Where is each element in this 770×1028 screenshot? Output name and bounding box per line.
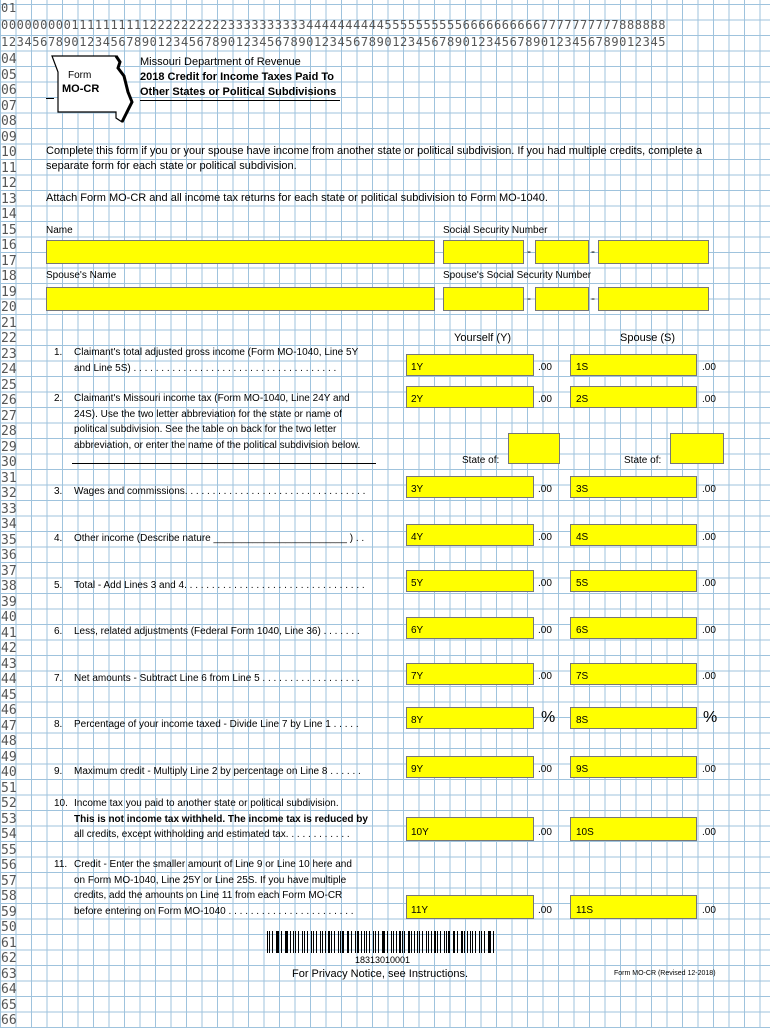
- line-description: This is not income tax withheld. The income tax is reduced by: [74, 813, 368, 825]
- row-number: 47: [1, 718, 17, 734]
- line-description: and Line 5S) . . . . . . . . . . . . . . . . . . . . . . . . . . . . . . . . . . . . .: [74, 362, 337, 374]
- line-number: 7.: [54, 673, 63, 684]
- row-number: 35: [1, 532, 17, 548]
- barcode-bar: [453, 931, 454, 953]
- title-line-2: Other States or Political Subdivisions: [140, 86, 337, 98]
- line-tag-spouse: 2S: [576, 394, 589, 405]
- row-number: 54: [1, 827, 17, 842]
- barcode-bar: [493, 931, 494, 953]
- barcode-bar: [276, 931, 277, 953]
- column-header-spouse: Spouse (S): [620, 332, 676, 344]
- barcode-bar: [285, 931, 286, 953]
- line-tag-yourself: 4Y: [411, 532, 424, 543]
- column-header-yourself: Yourself (Y): [454, 332, 512, 344]
- line-tag-yourself: 10Y: [411, 827, 429, 838]
- barcode-bar: [426, 931, 427, 953]
- row-number: 13: [1, 191, 17, 207]
- barcode-bar: [431, 931, 432, 953]
- line-tag-spouse: 10S: [576, 827, 594, 838]
- row-number: 66: [1, 1013, 17, 1028]
- ssn-field-part-1[interactable]: [443, 240, 524, 264]
- cents-suffix-spouse: .00: [702, 671, 716, 682]
- name-label: Name: [46, 225, 73, 236]
- barcode-bar: [387, 931, 388, 953]
- barcode-bar: [489, 931, 491, 953]
- percent-sign-spouse: %: [703, 709, 718, 726]
- barcode-bar: [322, 931, 323, 953]
- line-description: Claimant's Missouri income tax (Form MO-1040, Line 24Y and: [74, 393, 350, 404]
- barcode-bar: [347, 931, 348, 953]
- row-number: 17: [1, 253, 17, 269]
- row-number: 22: [1, 331, 17, 346]
- row-number: 19: [1, 284, 17, 300]
- barcode-bar: [369, 931, 370, 953]
- barcode-bar: [399, 931, 400, 953]
- row-number: 50: [1, 920, 17, 935]
- cents-suffix-yourself: .00: [538, 764, 552, 775]
- row-number: 46: [1, 703, 17, 718]
- cents-suffix-spouse: .00: [702, 578, 716, 589]
- row-number: 08: [1, 114, 17, 129]
- amount-field-yourself[interactable]: [406, 617, 534, 639]
- barcode-bar: [402, 931, 403, 953]
- row-number: 10: [1, 145, 17, 160]
- barcode-bar: [342, 931, 343, 953]
- row-number: 43: [1, 656, 17, 672]
- state-of-label-spouse: State of:: [624, 455, 662, 466]
- barcode-bar: [357, 931, 359, 953]
- line-tag-spouse: 1S: [576, 362, 589, 373]
- instruction-line-1: Complete this form if you or your spouse have income from another state or political subdivision. If you had multiple credits, complete a: [46, 145, 703, 157]
- amount-field-spouse[interactable]: [570, 476, 697, 498]
- dept-name: Missouri Department of Revenue: [140, 56, 301, 68]
- spouse-ssn-field-part-2[interactable]: [535, 287, 589, 311]
- row-number: 39: [1, 594, 17, 610]
- barcode-bar: [298, 931, 299, 953]
- row-number: 07: [1, 98, 17, 114]
- barcode-bar: [375, 931, 376, 953]
- row-number: 65: [1, 997, 17, 1013]
- row-number: 40: [1, 610, 17, 625]
- barcode-bar: [373, 931, 374, 953]
- line-tag-yourself: 9Y: [411, 764, 424, 775]
- cents-suffix-spouse: .00: [702, 764, 716, 775]
- cents-suffix-yourself: .00: [538, 484, 552, 495]
- row-number: 20: [1, 300, 17, 315]
- instruction-attach: Attach Form MO-CR and all income tax returns for each state or political subdivision to Form MO-1040.: [46, 192, 548, 204]
- ssn-field-part-3[interactable]: [598, 240, 709, 264]
- state-of-field-yourself[interactable]: [508, 433, 560, 464]
- line-description: 24S). Use the two letter abbreviation for the state or name of: [74, 408, 342, 420]
- amount-field-yourself[interactable]: [406, 707, 534, 729]
- line-number: 1.: [54, 347, 63, 358]
- line-description: on Form MO-1040, Line 25Y or Line 25S. If you have multiple: [74, 874, 347, 886]
- political-subdivision-line[interactable]: [72, 463, 376, 464]
- line-tag-spouse: 3S: [576, 484, 589, 495]
- barcode-bar: [396, 931, 397, 953]
- row-number: 52: [1, 796, 17, 811]
- barcode-bar: [444, 931, 445, 953]
- row-number: 36: [1, 548, 17, 563]
- row-number: 27: [1, 408, 17, 424]
- amount-field-yourself[interactable]: [406, 570, 534, 592]
- row-number: 49: [1, 749, 17, 765]
- row-number: 61: [1, 935, 17, 951]
- cents-suffix-spouse: .00: [702, 484, 716, 495]
- line-description: credits, add the amounts on Line 11 from each Form MO-CR: [74, 890, 343, 901]
- row-number: 15: [1, 222, 17, 238]
- barcode-bar: [461, 931, 463, 953]
- ssn-field-part-2[interactable]: [535, 240, 589, 264]
- barcode-bar: [320, 931, 321, 953]
- barcode-bar: [484, 931, 485, 953]
- amount-field-yourself[interactable]: [406, 476, 534, 498]
- barcode-bar: [383, 931, 385, 953]
- barcode-bar: [414, 931, 415, 953]
- cents-suffix-spouse: .00: [702, 394, 716, 405]
- barcode-bar: [393, 931, 394, 953]
- amount-field-spouse[interactable]: [570, 756, 697, 778]
- barcode-bar: [290, 931, 291, 953]
- line-number: 5.: [54, 580, 63, 591]
- cents-suffix-yourself: .00: [538, 394, 552, 405]
- barcode-bar: [488, 931, 489, 953]
- line-tag-yourself: 2Y: [411, 394, 424, 405]
- line-tag-spouse: 8S: [576, 715, 589, 726]
- row-number: 56: [1, 858, 17, 873]
- line-number: 10.: [54, 798, 68, 809]
- instruction-line-2: separate form for each state or political subdivision.: [46, 160, 297, 172]
- barcode-bar: [313, 931, 314, 953]
- line-tag-spouse: 6S: [576, 625, 589, 636]
- amount-field-spouse[interactable]: [570, 354, 697, 376]
- amount-field-yourself[interactable]: [406, 386, 534, 408]
- row-number: 40: [1, 765, 17, 780]
- barcode-bar: [281, 931, 282, 953]
- line-tag-yourself: 3Y: [411, 484, 424, 495]
- cents-suffix-yourself: .00: [538, 578, 552, 589]
- barcode-bar: [434, 931, 436, 953]
- line-description: Income tax you paid to another state or political subdivision.: [74, 798, 339, 809]
- barcode-bar: [311, 931, 312, 953]
- cents-suffix-yourself: .00: [538, 625, 552, 636]
- line-description: abbreviation, or enter the name of the political subdivision below.: [74, 439, 361, 451]
- barcode-bar: [437, 931, 438, 953]
- form-code-rule: [46, 98, 54, 99]
- barcode-bar: [364, 931, 365, 953]
- barcode-bar: [316, 931, 317, 953]
- row-number: 16: [1, 238, 17, 253]
- line-tag-spouse: 5S: [576, 578, 589, 589]
- barcode-bar: [417, 931, 418, 953]
- line-tag-yourself: 1Y: [411, 362, 424, 373]
- row-number: 28: [1, 424, 17, 439]
- cents-suffix-spouse: .00: [702, 625, 716, 636]
- amount-field-spouse[interactable]: [570, 570, 697, 592]
- line-description: Maximum credit - Multiply Line 2 by percentage on Line 8 . . . . . .: [74, 766, 361, 777]
- row-number: 62: [1, 951, 17, 966]
- barcode-bar: [411, 931, 412, 953]
- barcode-bar: [382, 931, 383, 953]
- barcode-bar: [355, 931, 356, 953]
- line-tag-spouse: 11S: [576, 905, 594, 916]
- barcode-bar: [269, 931, 270, 953]
- barcode-bar: [304, 931, 306, 953]
- row-number: 11: [1, 160, 17, 176]
- barcode-bar: [479, 931, 480, 953]
- line-description: Claimant's total adjusted gross income (Form MO-1040, Line 5Y: [74, 347, 359, 358]
- barcode-bar: [293, 931, 294, 953]
- barcode-bar: [325, 931, 326, 953]
- row-number: 14: [1, 207, 17, 222]
- row-number: 21: [1, 315, 17, 331]
- line-number: 11.: [54, 859, 68, 870]
- barcode-bar: [267, 931, 268, 953]
- row-number: 59: [1, 904, 17, 920]
- ruler-row-1: 01: [1, 1, 17, 15]
- line-description: Credit - Enter the smaller amount of Line 9 or Line 10 here and: [74, 859, 352, 870]
- form-label: Form: [68, 70, 92, 81]
- row-number: 51: [1, 780, 17, 796]
- row-number: 45: [1, 687, 17, 703]
- row-number: 63: [1, 966, 17, 982]
- line-description: political subdivision. See the table on back for the two letter: [74, 424, 337, 435]
- row-number: 38: [1, 579, 17, 594]
- spouse-ssn-field-part-1[interactable]: [443, 287, 524, 311]
- row-number: 04: [1, 52, 17, 67]
- row-number: 24: [1, 362, 17, 377]
- row-number: 23: [1, 346, 17, 362]
- barcode-bar: [464, 931, 465, 953]
- spouse-ssn-label: Spouse's Social Security Number: [443, 270, 592, 281]
- line-number: 9.: [54, 766, 63, 777]
- spouse-name-label: Spouse's Name: [46, 270, 117, 281]
- cents-suffix-yourself: .00: [538, 671, 552, 682]
- amount-field-yourself[interactable]: [406, 663, 534, 685]
- row-number: 18: [1, 269, 17, 284]
- barcode-bar: [419, 931, 420, 953]
- cents-suffix-yourself: .00: [538, 905, 552, 916]
- row-number: 64: [1, 982, 17, 997]
- barcode-bar: [404, 931, 405, 953]
- row-number: 31: [1, 470, 17, 486]
- line-description: all credits, except withholding and estimated tax. . . . . . . . . . . .: [74, 829, 350, 840]
- line-tag-spouse: 4S: [576, 532, 589, 543]
- line-number: 2.: [54, 393, 63, 404]
- ssn-dash-2: -: [591, 244, 595, 258]
- barcode-bar: [361, 931, 362, 953]
- barcode-bar: [295, 931, 296, 953]
- row-number: 26: [1, 393, 17, 408]
- row-number: 12: [1, 176, 17, 191]
- barcode-bar: [391, 931, 392, 953]
- amount-field-yourself[interactable]: [406, 756, 534, 778]
- name-field[interactable]: [46, 240, 435, 264]
- barcode-bar: [286, 931, 287, 953]
- spouse-ssn-field-part-3[interactable]: [598, 287, 709, 311]
- row-number: 44: [1, 672, 17, 687]
- barcode-bar: [422, 931, 423, 953]
- barcode-image: [267, 931, 497, 953]
- ssn-dash-1: -: [527, 244, 531, 258]
- line-description: Less, related adjustments (Federal Form 1040, Line 36) . . . . . . .: [74, 626, 360, 637]
- line-tag-yourself: 5Y: [411, 578, 424, 589]
- spouse-ssn-dash-2: -: [591, 291, 595, 305]
- amount-field-spouse[interactable]: [570, 663, 697, 685]
- line-description: Net amounts - Subtract Line 6 from Line 5 . . . . . . . . . . . . . . . . . .: [74, 673, 360, 684]
- cents-suffix-yourself: .00: [538, 532, 552, 543]
- amount-field-spouse[interactable]: [570, 524, 697, 546]
- barcode-bar: [467, 931, 468, 953]
- row-number: 32: [1, 486, 17, 501]
- barcode-bar: [454, 931, 455, 953]
- barcode-bar: [378, 931, 379, 953]
- line-tag-spouse: 7S: [576, 671, 589, 682]
- line-number: 6.: [54, 626, 63, 637]
- line-tag-yourself: 8Y: [411, 715, 424, 726]
- row-number: 41: [1, 625, 17, 641]
- barcode-bar: [475, 931, 476, 953]
- barcode-bar: [307, 931, 308, 953]
- barcode-bar: [481, 931, 482, 953]
- cents-suffix-spouse: .00: [702, 905, 716, 916]
- row-number: 30: [1, 455, 17, 470]
- amount-field-spouse[interactable]: [570, 617, 697, 639]
- amount-field-spouse[interactable]: [570, 386, 697, 408]
- spouse-name-field[interactable]: [46, 287, 435, 311]
- row-number: 48: [1, 734, 17, 749]
- barcode-number: 18313010001: [355, 955, 411, 965]
- amount-field-spouse[interactable]: [570, 707, 697, 729]
- ssn-label: Social Security Number: [443, 225, 548, 236]
- barcode-bar: [446, 931, 447, 953]
- barcode-bar: [472, 931, 473, 953]
- line-description: Percentage of your income taxed - Divide Line 7 by Line 1 . . . . .: [74, 719, 359, 730]
- line-tag-yourself: 6Y: [411, 625, 424, 636]
- spouse-ssn-dash-1: -: [527, 291, 531, 305]
- title-line-1: 2018 Credit for Income Taxes Paid To: [140, 71, 334, 83]
- cents-suffix-spouse: .00: [702, 362, 716, 373]
- ruler-row-3: 1234567890123456789012345678901234567890123456789012345678901234567890123456789012345: [1, 35, 667, 49]
- form-code: MO-CR: [62, 83, 100, 95]
- barcode-bar: [331, 931, 333, 953]
- title-rule: [140, 100, 340, 101]
- barcode-bar: [302, 931, 303, 953]
- line-description: Other income (Describe nature ________________________ ) . .: [74, 533, 365, 544]
- line-number: 4.: [54, 533, 63, 544]
- cents-suffix-yourself: .00: [538, 362, 552, 373]
- row-number: 09: [1, 129, 17, 145]
- barcode-bar: [457, 931, 458, 953]
- barcode-bar: [338, 931, 339, 953]
- barcode-bar: [408, 931, 410, 953]
- row-number: 06: [1, 83, 17, 98]
- barcode-bar: [328, 931, 329, 953]
- line-description: Total - Add Lines 3 and 4. . . . . . . . . . . . . . . . . . . . . . . . . . . . . . . . .: [74, 580, 365, 591]
- row-number: 34: [1, 517, 17, 532]
- row-number: 53: [1, 811, 17, 827]
- state-of-field-spouse[interactable]: [670, 433, 724, 464]
- row-number: 25: [1, 377, 17, 393]
- barcode-bar: [351, 931, 352, 953]
- cents-suffix-spouse: .00: [702, 827, 716, 838]
- barcode-bar: [334, 931, 335, 953]
- barcode-bar: [448, 931, 449, 953]
- barcode-bar: [277, 931, 279, 953]
- barcode-bar: [348, 931, 349, 953]
- barcode-bar: [470, 931, 471, 953]
- amount-field-yourself[interactable]: [406, 524, 534, 546]
- percent-sign-yourself: %: [541, 709, 556, 726]
- barcode-bar: [340, 931, 341, 953]
- ruler-row-2: 0000000001111111111222222222233333333334444444444555555555566666666667777777777888888: [1, 18, 667, 32]
- barcode-bar: [366, 931, 367, 953]
- row-number: 29: [1, 439, 17, 455]
- row-number: 37: [1, 563, 17, 579]
- amount-field-yourself[interactable]: [406, 354, 534, 376]
- row-number: 05: [1, 67, 17, 83]
- state-of-label-yourself: State of:: [462, 455, 500, 466]
- line-description: before entering on Form MO-1040 . . . . . . . . . . . . . . . . . . . . . . .: [74, 905, 354, 917]
- barcode-bar: [272, 931, 273, 953]
- line-number: 3.: [54, 486, 63, 497]
- line-number: 8.: [54, 719, 63, 730]
- row-number: 42: [1, 641, 17, 656]
- line-tag-yourself: 7Y: [411, 671, 424, 682]
- form-revision: Form MO-CR (Revised 12-2018): [614, 970, 716, 977]
- line-tag-spouse: 9S: [576, 764, 589, 775]
- cents-suffix-yourself: .00: [538, 827, 552, 838]
- row-number: 58: [1, 889, 17, 904]
- row-number: 33: [1, 501, 17, 517]
- line-description: Wages and commissions. . . . . . . . . . . . . . . . . . . . . . . . . . . . . . . . .: [74, 486, 366, 497]
- cents-suffix-spouse: .00: [702, 532, 716, 543]
- barcode-bar: [440, 931, 441, 953]
- barcode-bar: [428, 931, 429, 953]
- row-number: 57: [1, 873, 17, 889]
- line-tag-yourself: 11Y: [411, 905, 429, 916]
- row-number: 55: [1, 842, 17, 858]
- privacy-notice: For Privacy Notice, see Instructions.: [292, 968, 469, 980]
